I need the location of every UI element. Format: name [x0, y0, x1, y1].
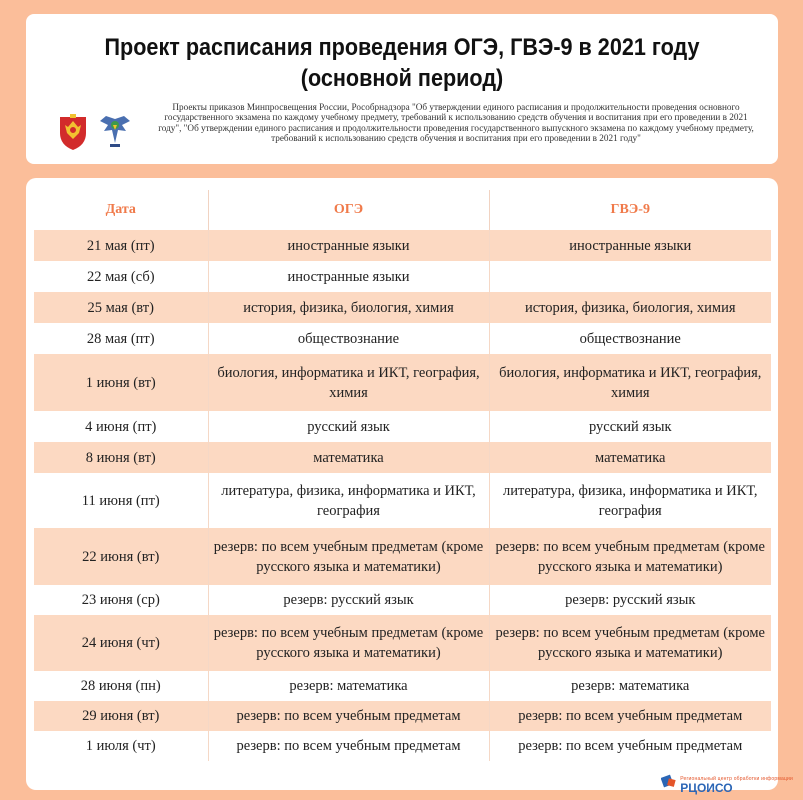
cell-date: 23 июня (ср) — [34, 585, 208, 615]
logo-text: РЦОИСО — [680, 781, 733, 795]
cell-oge: литература, физика, информатика и ИКТ, география — [208, 473, 489, 528]
subtitle: Проекты приказов Минпросвещения России, Рособрнадзора "Об утверждении единого расписания и продолжительности проведения основного государственного экзамена по каждому учебному предмету, требований к использованию средств обучения и воспитания при его проведении в 2021 году", "Об утверждении единого расписания и продолжительности проведения государственного выпускного экзамена по каждому учебному предмету, требований к использованию средств обучения и воспитания при его проведении в 2021 году" — [158, 102, 754, 144]
table-row — [34, 442, 771, 473]
cell-oge: биология, информатика и ИКТ, география, химия — [208, 354, 489, 411]
coat-of-arms-icon — [56, 111, 90, 151]
cell-date: 4 июня (пт) — [34, 411, 208, 442]
table-row — [34, 671, 771, 701]
cell-gve9: резерв: математика — [489, 671, 771, 701]
cell-oge: резерв: по всем учебным предметам (кроме русского языка и математики) — [208, 615, 489, 671]
table-row — [34, 731, 771, 761]
cell-oge: иностранные языки — [208, 261, 489, 292]
table-row — [34, 615, 771, 671]
page-title-line2: (основной период) — [300, 65, 504, 92]
cell-gve9: биология, информатика и ИКТ, география, химия — [489, 354, 771, 411]
cell-gve9: резерв: по всем учебным предметам — [489, 701, 771, 731]
table-header-row — [34, 190, 771, 230]
table-row — [34, 585, 771, 615]
cell-oge: математика — [208, 442, 489, 473]
header-card — [26, 14, 778, 164]
rcoiso-logo — [661, 773, 793, 794]
cell-gve9: резерв: по всем учебным предметам (кроме русского языка и математики) — [489, 615, 771, 671]
cell-oge: история, физика, биология, химия — [208, 292, 489, 323]
table-row — [34, 292, 771, 323]
cell-gve9 — [489, 261, 771, 292]
cell-date: 29 июня (вт) — [34, 701, 208, 731]
cell-oge: резерв: русский язык — [208, 585, 489, 615]
cell-oge: обществознание — [208, 323, 489, 354]
cell-oge: резерв: математика — [208, 671, 489, 701]
cell-date: 22 мая (сб) — [34, 261, 208, 292]
page-title-line1: Проект расписания проведения ОГЭ, ГВЭ-9 в 2021 году — [104, 34, 700, 61]
cell-gve9: резерв: по всем учебным предметам (кроме русского языка и математики) — [489, 528, 771, 585]
cell-date: 1 июля (чт) — [34, 731, 208, 761]
cell-oge: резерв: по всем учебным предметам (кроме русского языка и математики) — [208, 528, 489, 585]
cell-date: 28 июня (пн) — [34, 671, 208, 701]
cell-oge: резерв: по всем учебным предметам — [208, 701, 489, 731]
page-title — [64, 32, 741, 94]
rosobrnadzor-eagle-icon — [98, 111, 132, 151]
cell-oge: русский язык — [208, 411, 489, 442]
column-header-date: Дата — [34, 190, 208, 230]
cell-gve9: резерв: по всем учебным предметам — [489, 731, 771, 761]
emblems — [56, 106, 136, 156]
column-header-gve9: ГВЭ-9 — [610, 202, 650, 217]
logo-mark-icon — [661, 773, 677, 794]
table-row — [34, 528, 771, 585]
cell-date: 1 июня (вт) — [34, 354, 208, 411]
cell-oge: резерв: по всем учебным предметам — [208, 731, 489, 761]
cell-date: 8 июня (вт) — [34, 442, 208, 473]
table-row — [34, 354, 771, 411]
cell-gve9: обществознание — [489, 323, 771, 354]
schedule-card — [26, 178, 778, 790]
cell-date: 24 июня (чт) — [34, 615, 208, 671]
cell-date: 11 июня (пт) — [34, 473, 208, 528]
cell-date: 25 мая (вт) — [34, 292, 208, 323]
table-row — [34, 701, 771, 731]
cell-date: 22 июня (вт) — [34, 528, 208, 585]
table-row — [34, 323, 771, 354]
schedule-table — [34, 190, 771, 761]
cell-date: 21 мая (пт) — [34, 230, 208, 261]
table-row — [34, 261, 771, 292]
cell-gve9: литература, физика, информатика и ИКТ, география — [489, 473, 771, 528]
cell-oge: иностранные языки — [208, 230, 489, 261]
table-row — [34, 411, 771, 442]
column-header-oge: ОГЭ — [208, 190, 489, 230]
table-row — [34, 473, 771, 528]
cell-gve9: резерв: русский язык — [489, 585, 771, 615]
cell-gve9: иностранные языки — [489, 230, 771, 261]
cell-gve9: история, физика, биология, химия — [489, 292, 771, 323]
cell-date: 28 мая (пт) — [34, 323, 208, 354]
cell-gve9: математика — [489, 442, 771, 473]
logo-tagline: Региональный центр обработки информации — [680, 776, 793, 782]
table-row — [34, 230, 771, 261]
cell-gve9: русский язык — [489, 411, 771, 442]
